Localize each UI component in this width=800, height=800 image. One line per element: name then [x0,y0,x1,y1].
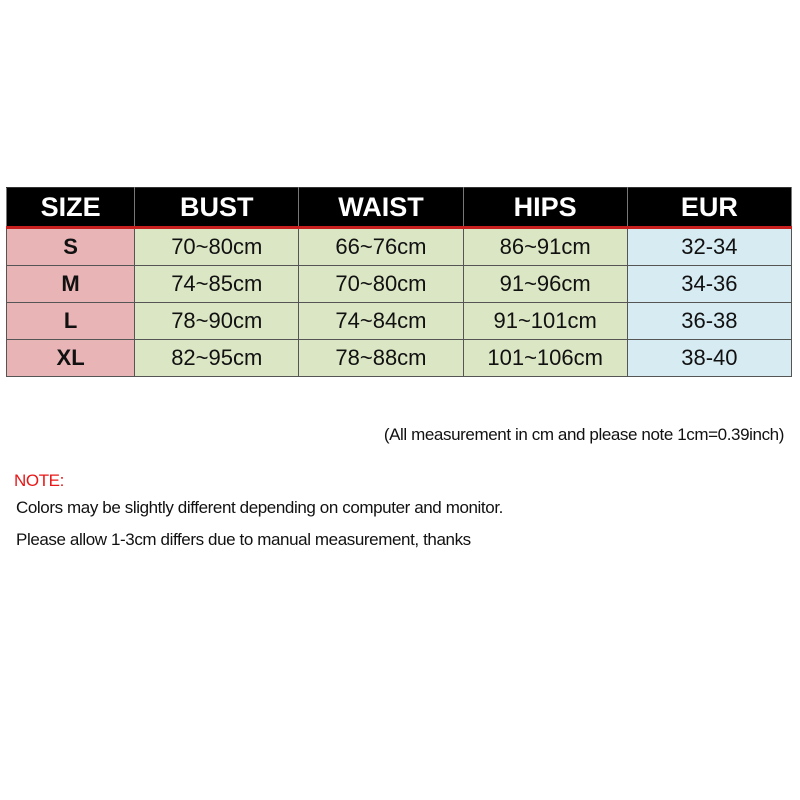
cell-waist: 74~84cm [299,303,463,340]
table-header-row [7,188,792,228]
cell-size: S [7,228,135,266]
cell-hips: 101~106cm [463,340,627,377]
header-eur: EUR [627,188,791,228]
cell-hips: 91~101cm [463,303,627,340]
cell-bust: 78~90cm [135,303,299,340]
note-line-colors: Colors may be slightly different depending on computer and monitor. [16,498,503,517]
table-row [7,340,792,377]
cell-eur: 38-40 [627,340,791,377]
cell-eur: 36-38 [627,303,791,340]
cell-eur: 34-36 [627,266,791,303]
cell-hips: 91~96cm [463,266,627,303]
note-line-measurement: Please allow 1-3cm differs due to manual measurement, thanks [16,530,471,549]
header-waist: WAIST [299,188,463,228]
header-size: SIZE [7,188,135,228]
table-row [7,303,792,340]
measurement-note: (All measurement in cm and please note 1cm=0.39inch) [383,425,784,444]
cell-waist: 70~80cm [299,266,463,303]
note-heading: NOTE: [14,471,64,490]
cell-size: XL [7,340,135,377]
cell-bust: 82~95cm [135,340,299,377]
cell-waist: 66~76cm [299,228,463,266]
cell-bust: 74~85cm [135,266,299,303]
header-hips: HIPS [463,188,627,228]
header-bust: BUST [135,188,299,228]
cell-size: L [7,303,135,340]
cell-bust: 70~80cm [135,228,299,266]
cell-size: M [7,266,135,303]
size-chart-table [6,187,792,377]
cell-hips: 86~91cm [463,228,627,266]
table-row [7,266,792,303]
table-row [7,228,792,266]
cell-waist: 78~88cm [299,340,463,377]
cell-eur: 32-34 [627,228,791,266]
